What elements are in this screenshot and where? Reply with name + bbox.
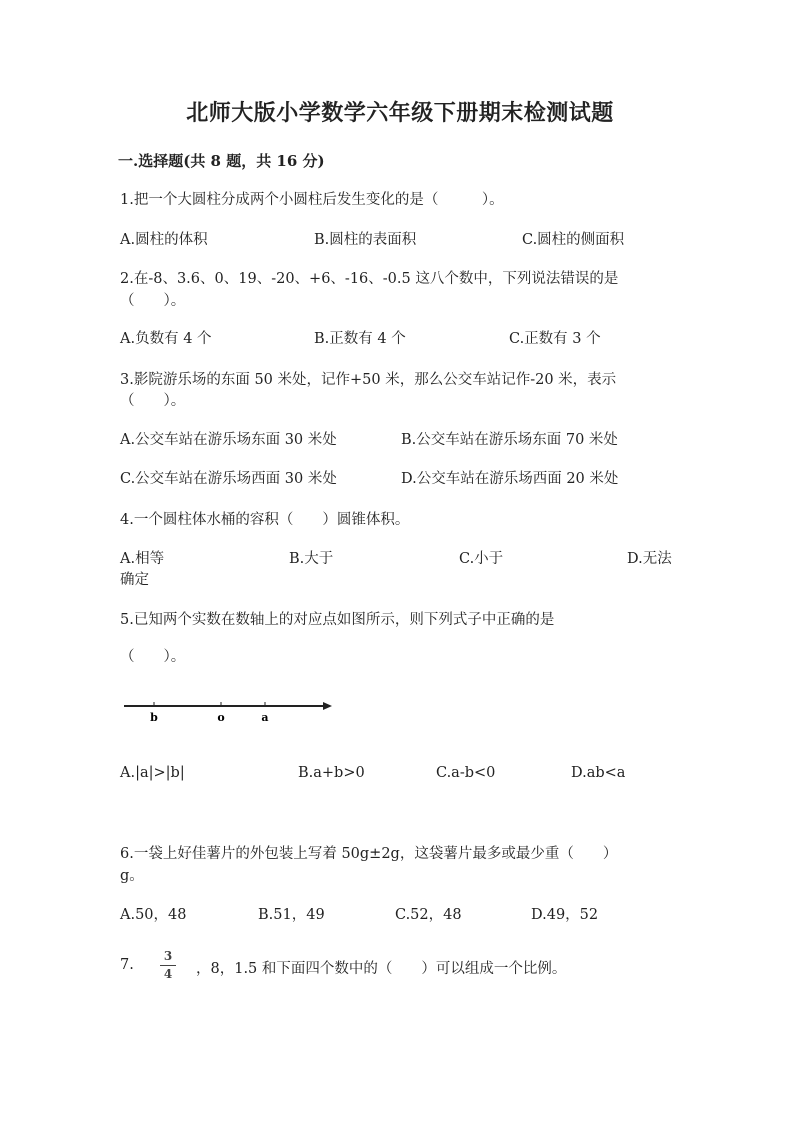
q4-option-a: A.相等: [120, 551, 165, 567]
q3-option-a: A.公交车站在游乐场东面 30 米处: [120, 432, 337, 448]
question-2-stem-cont: （ ）。: [120, 293, 186, 309]
q6-option-c: C.52，48: [395, 907, 462, 923]
question-7-stem: ，8，1.5 和下面四个数中的（ ）可以组成一个比例。: [196, 961, 567, 977]
label-a: a: [261, 711, 269, 724]
question-7-number: 7.: [120, 957, 134, 973]
question-2-stem: 2.在-8、3.6、0、19、-20、+6、-16、-0.5 这八个数中，下列说法错误的是: [120, 271, 619, 287]
q1-option-b: B.圆柱的表面积: [314, 232, 417, 248]
q3-option-b: B.公交车站在游乐场东面 70 米处: [401, 432, 618, 448]
q5-option-a: A.|a|>|b|: [120, 765, 185, 781]
question-5-stem: 5.已知两个实数在数轴上的对应点如图所示，则下列式子中正确的是: [120, 612, 555, 628]
label-o: o: [217, 711, 225, 724]
section-heading: 一.选择题(共 8 题，共 16 分): [118, 152, 325, 170]
q1-option-a: A.圆柱的体积: [120, 232, 208, 248]
fraction-denominator: 4: [163, 967, 173, 981]
q3-option-c: C.公交车站在游乐场西面 30 米处: [120, 471, 337, 487]
q6-option-b: B.51，49: [258, 907, 325, 923]
q4-option-c: C.小于: [459, 551, 504, 567]
question-4-stem: 4.一个圆柱体水桶的容积（ ）圆锥体积。: [120, 512, 410, 528]
number-line-figure: [120, 694, 335, 726]
fraction-numerator: 3: [163, 949, 173, 963]
question-6-stem-cont: g。: [120, 868, 144, 884]
q5-option-c: C.a-b<0: [436, 765, 496, 781]
q5-option-b: B.a+b>0: [298, 765, 365, 781]
page-title: 北师大版小学数学六年级下册期末检测试题: [186, 101, 614, 126]
q3-option-d: D.公交车站在游乐场西面 20 米处: [401, 471, 619, 487]
q4-option-d-wrap: 确定: [120, 572, 149, 588]
q2-option-b: B.正数有 4 个: [314, 331, 406, 347]
q4-option-d: D.无法: [627, 551, 672, 567]
q6-option-a: A.50，48: [120, 907, 187, 923]
fraction-bar: [160, 965, 176, 966]
question-6-stem: 6.一袋上好佳薯片的外包装上写着 50g±2g，这袋薯片最多或最少重（ ）: [120, 846, 618, 862]
q1-option-c: C.圆柱的侧面积: [522, 232, 625, 248]
question-1-stem: 1.把一个大圆柱分成两个小圆柱后发生变化的是（ ）。: [120, 192, 504, 208]
q5-option-d: D.ab<a: [571, 765, 626, 781]
q4-option-b: B.大于: [289, 551, 334, 567]
q2-option-a: A.负数有 4 个: [120, 331, 212, 347]
question-3-stem: 3.影院游乐场的东面 50 米处，记作+50 米，那么公交车站记作-20 米，表示: [120, 372, 617, 388]
q2-option-c: C.正数有 3 个: [509, 331, 601, 347]
number-line-arrow-icon: [323, 702, 332, 710]
fraction-three-quarters: [160, 950, 176, 981]
label-b: b: [150, 711, 158, 724]
question-5-stem-cont: （ ）。: [120, 649, 186, 665]
q6-option-d: D.49，52: [531, 907, 599, 923]
question-3-stem-cont: （ ）。: [120, 393, 186, 409]
